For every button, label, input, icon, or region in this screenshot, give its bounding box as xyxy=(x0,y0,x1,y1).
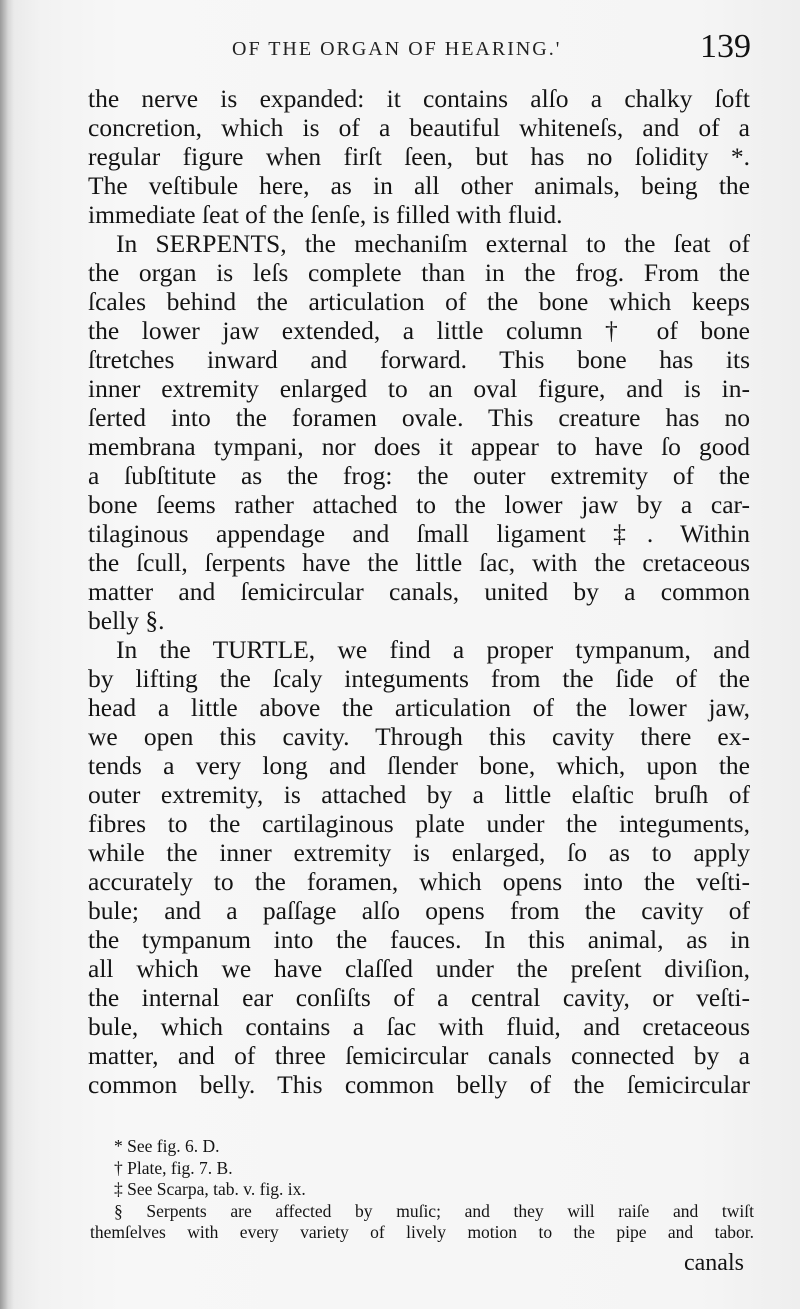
text-line: tends a very long and ſlender bone, which, upon the xyxy=(88,751,750,780)
text-line: the ſcull, ſerpents have the little ſac, with the cretaceous xyxy=(88,548,750,577)
page-number: 139 xyxy=(700,28,751,65)
text-line: the lower jaw extended, a little column † of bone xyxy=(88,316,750,345)
text-line: outer extremity, is attached by a little elaſtic bruſh of xyxy=(88,780,750,809)
text-line: the tympanum into the fauces. In this animal, as in xyxy=(88,925,750,954)
text-line: ſtretches inward and forward. This bone has its xyxy=(88,345,750,374)
text-line: by lifting the ſcaly integuments from the ſide of the xyxy=(88,664,750,693)
text-line: matter, and of three ſemicircular canals connected by a xyxy=(88,1041,750,1070)
text-line: fibres to the cartilaginous plate under the integuments, xyxy=(88,809,750,838)
text-line: bone ſeems rather attached to the lower jaw by a car- xyxy=(88,490,750,519)
footnote: § Serpents are affected by muſic; and they will raiſe and twiſt xyxy=(114,1200,754,1221)
text-line: head a little above the articulation of the lower jaw, xyxy=(88,693,750,722)
page-edge-shadow xyxy=(0,0,14,1309)
body-text xyxy=(88,84,750,1099)
footnote: † Plate, fig. 7. B. xyxy=(114,1157,233,1178)
text-line: ſcales behind the articulation of the bone which keeps xyxy=(88,287,750,316)
text-line: all which we have claſſed under the preſent diviſion, xyxy=(88,954,750,983)
running-head: OF THE ORGAN OF HEARING.' xyxy=(232,38,562,60)
text-line: belly §. xyxy=(88,606,165,635)
text-line: regular figure when firſt ſeen, but has no ſolidity *. xyxy=(88,142,750,171)
footnote-continuation: themſelves with every variety of lively motion to the pipe and tabor. xyxy=(90,1222,754,1242)
footnotes xyxy=(90,1136,754,1244)
text-line: the organ is leſs complete than in the frog. From the xyxy=(88,258,750,287)
text-line: the internal ear conſiſts of a central cavity, or veſti- xyxy=(88,983,750,1012)
text-line: concretion, which is of a beautiful whiteneſs, and of a xyxy=(88,113,750,142)
text-line: accurately to the foramen, which opens into the veſti- xyxy=(88,867,750,896)
text-line: bule; and a paſſage alſo opens from the cavity of xyxy=(88,896,750,925)
footnote: ‡ See Scarpa, tab. v. fig. ix. xyxy=(114,1179,306,1199)
text-line: tilaginous appendage and ſmall ligament ‡. Within xyxy=(88,519,750,548)
text-line: In SERPENTS, the mechaniſm external to the ſeat of xyxy=(116,229,750,258)
text-line: In the TURTLE, we find a proper tympanum, and xyxy=(116,635,750,664)
text-line: inner extremity enlarged to an oval figure, and is in- xyxy=(88,374,750,403)
text-line: we open this cavity. Through this cavity there ex- xyxy=(88,722,750,751)
text-line: matter and ſemicircular canals, united by a common xyxy=(88,577,750,606)
text-line: ſerted into the foramen ovale. This creature has no xyxy=(88,403,750,432)
text-line: immediate ſeat of the ſenſe, is filled with fluid. xyxy=(88,200,563,229)
footnote: * See fig. 6. D. xyxy=(114,1136,220,1156)
text-line: while the inner extremity is enlarged, ſo as to apply xyxy=(88,838,750,867)
text-line: membrana tympani, nor does it appear to have ſo good xyxy=(88,432,750,461)
text-line: The veſtibule here, as in all other animals, being the xyxy=(88,171,750,200)
text-line: bule, which contains a ſac with fluid, and cretaceous xyxy=(88,1012,750,1041)
text-line: a ſubſtitute as the frog: the outer extremity of the xyxy=(88,461,750,490)
text-line: common belly. This common belly of the ſemicircular xyxy=(88,1070,750,1099)
text-line: the nerve is expanded: it contains alſo a chalky ſoft xyxy=(88,84,750,113)
catchword: canals xyxy=(684,1250,744,1276)
